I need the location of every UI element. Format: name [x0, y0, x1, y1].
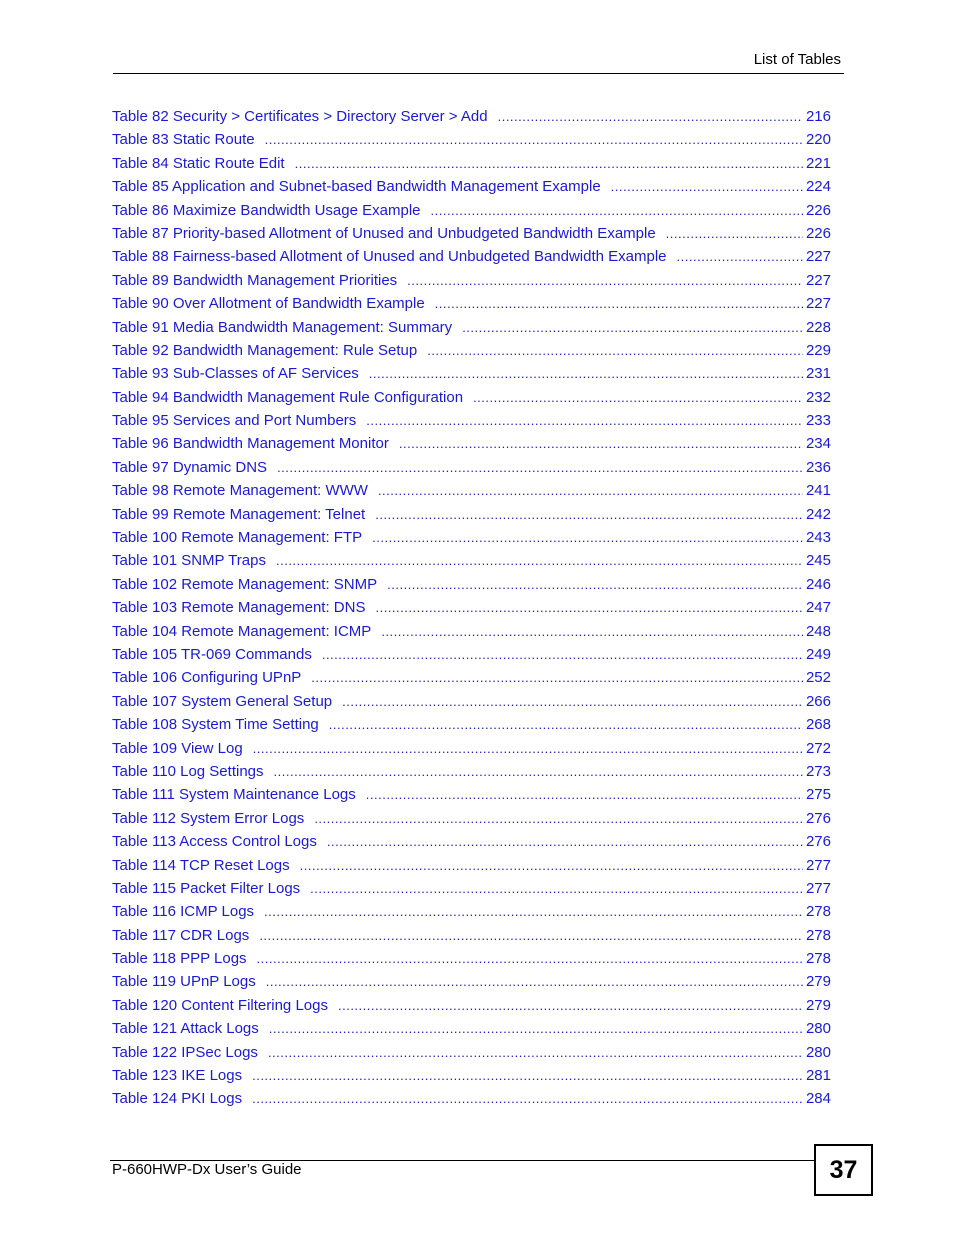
- toc-entry-page[interactable]: 236: [805, 458, 831, 476]
- toc-dot-leader: [338, 994, 803, 1017]
- toc-entry-label[interactable]: Table 89 Bandwidth Management Priorities: [112, 271, 398, 289]
- toc-entry[interactable]: [112, 737, 831, 760]
- toc-entry-label[interactable]: Table 92 Bandwidth Management: Rule Setup: [112, 341, 418, 359]
- toc-entry[interactable]: [112, 807, 831, 830]
- toc-dot-leader: [427, 339, 803, 362]
- toc-dot-leader: [310, 877, 803, 900]
- toc-entry-label[interactable]: Table 103 Remote Management: DNS: [112, 599, 366, 617]
- toc-entry-page[interactable]: 226: [805, 224, 831, 242]
- toc-entry[interactable]: [112, 620, 831, 643]
- toc-entry-page[interactable]: 277: [805, 879, 831, 897]
- toc-entry[interactable]: [112, 713, 831, 736]
- toc-entry[interactable]: [112, 409, 831, 432]
- toc-entry[interactable]: [112, 105, 831, 128]
- toc-entry-label[interactable]: Table 95 Services and Port Numbers: [112, 412, 357, 430]
- toc-entry[interactable]: [112, 900, 831, 923]
- toc-entry[interactable]: [112, 830, 831, 853]
- toc-entry-label[interactable]: Table 99 Remote Management: Telnet: [112, 505, 366, 523]
- toc-entry-label[interactable]: Table 100 Remote Management: FTP: [112, 529, 363, 547]
- toc-entry-label[interactable]: Table 121 Attack Logs: [112, 1020, 259, 1038]
- toc-entry-page[interactable]: 281: [805, 1067, 831, 1085]
- toc-entry-label[interactable]: Table 96 Bandwidth Management Monitor: [112, 435, 389, 453]
- toc-dot-leader: [611, 175, 803, 198]
- toc-entry[interactable]: [112, 479, 831, 502]
- toc-entry[interactable]: [112, 316, 831, 339]
- toc-entry-page[interactable]: 232: [805, 388, 831, 406]
- toc-entry-page[interactable]: 273: [805, 762, 831, 780]
- toc-entry-label[interactable]: Table 108 System Time Setting: [112, 716, 319, 734]
- running-header: List of Tables: [753, 51, 841, 68]
- toc-entry[interactable]: [112, 456, 831, 479]
- toc-entry[interactable]: [112, 690, 831, 713]
- toc-dot-leader: [257, 947, 803, 970]
- list-of-tables: [112, 105, 831, 1111]
- toc-dot-leader: [431, 199, 803, 222]
- toc-dot-leader: [265, 128, 803, 151]
- toc-entry[interactable]: [112, 549, 831, 572]
- toc-entry-page[interactable]: 228: [805, 318, 831, 336]
- toc-dot-leader: [387, 573, 803, 596]
- toc-entry-page[interactable]: 248: [805, 622, 831, 640]
- toc-entry-label[interactable]: Table 120 Content Filtering Logs: [112, 996, 328, 1014]
- toc-dot-leader: [269, 1017, 803, 1040]
- toc-entry[interactable]: [112, 175, 831, 198]
- toc-dot-leader: [253, 737, 803, 760]
- toc-entry-page[interactable]: 252: [805, 669, 831, 687]
- toc-dot-leader: [369, 362, 803, 385]
- toc-entry-page[interactable]: 278: [805, 926, 831, 944]
- toc-dot-leader: [322, 643, 803, 666]
- toc-dot-leader: [677, 245, 803, 268]
- toc-dot-leader: [314, 807, 803, 830]
- toc-entry-label[interactable]: Table 110 Log Settings: [112, 762, 264, 780]
- toc-entry-label[interactable]: Table 101 SNMP Traps: [112, 552, 266, 570]
- toc-entry-label[interactable]: Table 123 IKE Logs: [112, 1067, 243, 1085]
- toc-entry-label[interactable]: Table 94 Bandwidth Management Rule Configuration: [112, 388, 464, 406]
- toc-entry-label[interactable]: Table 111 System Maintenance Logs: [112, 786, 356, 804]
- toc-entry-label[interactable]: Table 113 Access Control Logs: [112, 833, 317, 851]
- toc-entry-page[interactable]: 280: [805, 1043, 831, 1061]
- toc-entry[interactable]: [112, 760, 831, 783]
- toc-entry-page[interactable]: 231: [805, 365, 831, 383]
- toc-dot-leader: [259, 924, 803, 947]
- toc-entry[interactable]: [112, 596, 831, 619]
- toc-entry-page[interactable]: 227: [805, 295, 831, 313]
- toc-entry-page[interactable]: 220: [805, 131, 831, 149]
- toc-entry-label[interactable]: Table 93 Sub-Classes of AF Services: [112, 365, 359, 383]
- toc-dot-leader: [375, 596, 802, 619]
- toc-entry-page[interactable]: 249: [805, 645, 831, 663]
- toc-entry-label[interactable]: Table 85 Application and Subnet-based Bandwidth Management Example: [112, 178, 601, 196]
- toc-entry-page[interactable]: 229: [805, 341, 831, 359]
- toc-dot-leader: [366, 409, 803, 432]
- toc-entry[interactable]: [112, 1041, 831, 1064]
- toc-dot-leader: [268, 1041, 803, 1064]
- toc-entry-label[interactable]: Table 115 Packet Filter Logs: [112, 879, 301, 897]
- toc-dot-leader: [372, 526, 803, 549]
- toc-entry-label[interactable]: Table 105 TR-069 Commands: [112, 645, 312, 663]
- toc-entry[interactable]: [112, 924, 831, 947]
- toc-entry[interactable]: [112, 222, 831, 245]
- toc-entry-label[interactable]: Table 104 Remote Management: ICMP: [112, 622, 372, 640]
- toc-entry[interactable]: [112, 362, 831, 385]
- toc-entry-label[interactable]: Table 118 PPP Logs: [112, 950, 247, 968]
- toc-entry-label[interactable]: Table 91 Media Bandwidth Management: Summary: [112, 318, 453, 336]
- toc-dot-leader: [295, 152, 803, 175]
- toc-entry-page[interactable]: 276: [805, 809, 831, 827]
- toc-entry[interactable]: [112, 1017, 831, 1040]
- toc-entry-page[interactable]: 227: [805, 248, 831, 266]
- toc-entry-page[interactable]: 277: [805, 856, 831, 874]
- toc-entry-page[interactable]: 268: [805, 716, 831, 734]
- toc-entry-page[interactable]: 241: [805, 482, 831, 500]
- toc-dot-leader: [407, 269, 803, 292]
- toc-entry[interactable]: [112, 339, 831, 362]
- toc-entry[interactable]: [112, 269, 831, 292]
- toc-entry[interactable]: [112, 854, 831, 877]
- toc-entry-label[interactable]: Table 119 UPnP Logs: [112, 973, 256, 991]
- toc-entry-page[interactable]: 275: [805, 786, 831, 804]
- toc-entry-label[interactable]: Table 122 IPSec Logs: [112, 1043, 258, 1061]
- toc-entry-page[interactable]: 233: [805, 412, 831, 430]
- guide-title: P-660HWP-Dx User’s Guide: [112, 1161, 302, 1178]
- toc-entry-label[interactable]: Table 102 Remote Management: SNMP: [112, 575, 378, 593]
- toc-dot-leader: [462, 316, 803, 339]
- toc-entry-label[interactable]: Table 98 Remote Management: WWW: [112, 482, 368, 500]
- toc-entry[interactable]: [112, 573, 831, 596]
- toc-entry-label[interactable]: Table 106 Configuring UPnP: [112, 669, 302, 687]
- toc-entry-label[interactable]: Table 114 TCP Reset Logs: [112, 856, 290, 874]
- page-number: 37: [814, 1144, 873, 1196]
- toc-entry-page[interactable]: 279: [805, 996, 831, 1014]
- toc-entry[interactable]: [112, 292, 831, 315]
- toc-entry-label[interactable]: Table 117 CDR Logs: [112, 926, 250, 944]
- toc-entry-page[interactable]: 280: [805, 1020, 831, 1038]
- toc-entry-page[interactable]: 221: [805, 154, 831, 172]
- toc-entry[interactable]: [112, 970, 831, 993]
- toc-entry[interactable]: [112, 503, 831, 526]
- toc-entry[interactable]: [112, 245, 831, 268]
- toc-entry-label[interactable]: Table 107 System General Setup: [112, 692, 333, 710]
- toc-entry-page[interactable]: 266: [805, 692, 831, 710]
- toc-dot-leader: [473, 386, 803, 409]
- toc-entry[interactable]: [112, 994, 831, 1017]
- toc-entry[interactable]: [112, 199, 831, 222]
- toc-entry-label[interactable]: Table 88 Fairness-based Allotment of Unused and Unbudgeted Bandwidth Example: [112, 248, 667, 266]
- toc-entry-page[interactable]: 234: [805, 435, 831, 453]
- toc-entry-label[interactable]: Table 97 Dynamic DNS: [112, 458, 268, 476]
- toc-entry-page[interactable]: 279: [805, 973, 831, 991]
- toc-entry-page[interactable]: 272: [805, 739, 831, 757]
- toc-entry[interactable]: [112, 526, 831, 549]
- toc-entry-page[interactable]: 224: [805, 178, 831, 196]
- toc-entry[interactable]: [112, 783, 831, 806]
- toc-dot-leader: [498, 105, 803, 128]
- toc-entry-page[interactable]: 278: [805, 950, 831, 968]
- toc-entry-label[interactable]: Table 124 PKI Logs: [112, 1090, 243, 1108]
- toc-entry[interactable]: [112, 128, 831, 151]
- toc-entry-label[interactable]: Table 90 Over Allotment of Bandwidth Example: [112, 295, 425, 313]
- toc-entry-page[interactable]: 247: [805, 599, 831, 617]
- toc-dot-leader: [329, 713, 803, 736]
- toc-dot-leader: [274, 760, 803, 783]
- toc-dot-leader: [311, 666, 803, 689]
- toc-dot-leader: [266, 970, 803, 993]
- toc-entry-page[interactable]: 246: [805, 575, 831, 593]
- toc-entry-label[interactable]: Table 84 Static Route Edit: [112, 154, 285, 172]
- toc-entry-page[interactable]: 278: [805, 903, 831, 921]
- toc-entry-label[interactable]: Table 82 Security > Certificates > Directory Server > Add: [112, 108, 488, 125]
- toc-entry-page[interactable]: 216: [805, 108, 831, 125]
- toc-entry-page[interactable]: 245: [805, 552, 831, 570]
- toc-entry-page[interactable]: 284: [805, 1090, 831, 1108]
- toc-entry[interactable]: [112, 947, 831, 970]
- toc-dot-leader: [342, 690, 803, 713]
- toc-entry-label[interactable]: Table 83 Static Route: [112, 131, 255, 149]
- toc-dot-leader: [399, 432, 803, 455]
- toc-entry[interactable]: [112, 432, 831, 455]
- toc-dot-leader: [252, 1064, 803, 1087]
- toc-entry[interactable]: [112, 877, 831, 900]
- toc-dot-leader: [276, 549, 803, 572]
- toc-entry-page[interactable]: 227: [805, 271, 831, 289]
- toc-entry[interactable]: [112, 386, 831, 409]
- toc-dot-leader: [264, 900, 803, 923]
- toc-dot-leader: [366, 783, 803, 806]
- toc-dot-leader: [381, 620, 803, 643]
- toc-entry[interactable]: [112, 1064, 831, 1087]
- toc-dot-leader: [378, 479, 803, 502]
- toc-dot-leader: [375, 503, 803, 526]
- toc-entry[interactable]: [112, 1087, 831, 1110]
- toc-dot-leader: [277, 456, 803, 479]
- toc-entry-label[interactable]: Table 87 Priority-based Allotment of Unused and Unbudgeted Bandwidth Example: [112, 224, 656, 242]
- toc-entry-label[interactable]: Table 109 View Log: [112, 739, 243, 757]
- toc-entry[interactable]: [112, 643, 831, 666]
- toc-entry-page[interactable]: 226: [805, 201, 831, 219]
- toc-entry-page[interactable]: 242: [805, 505, 831, 523]
- toc-entry-page[interactable]: 243: [805, 529, 831, 547]
- toc-entry[interactable]: [112, 666, 831, 689]
- toc-entry-label[interactable]: Table 112 System Error Logs: [112, 809, 305, 827]
- toc-entry-label[interactable]: Table 86 Maximize Bandwidth Usage Example: [112, 201, 421, 219]
- toc-dot-leader: [435, 292, 803, 315]
- toc-entry-label[interactable]: Table 116 ICMP Logs: [112, 903, 255, 921]
- toc-entry[interactable]: [112, 152, 831, 175]
- header-divider: [113, 73, 844, 74]
- toc-dot-leader: [252, 1087, 803, 1110]
- toc-dot-leader: [300, 854, 803, 877]
- toc-dot-leader: [666, 222, 803, 245]
- toc-entry-page[interactable]: 276: [805, 833, 831, 851]
- toc-dot-leader: [327, 830, 803, 853]
